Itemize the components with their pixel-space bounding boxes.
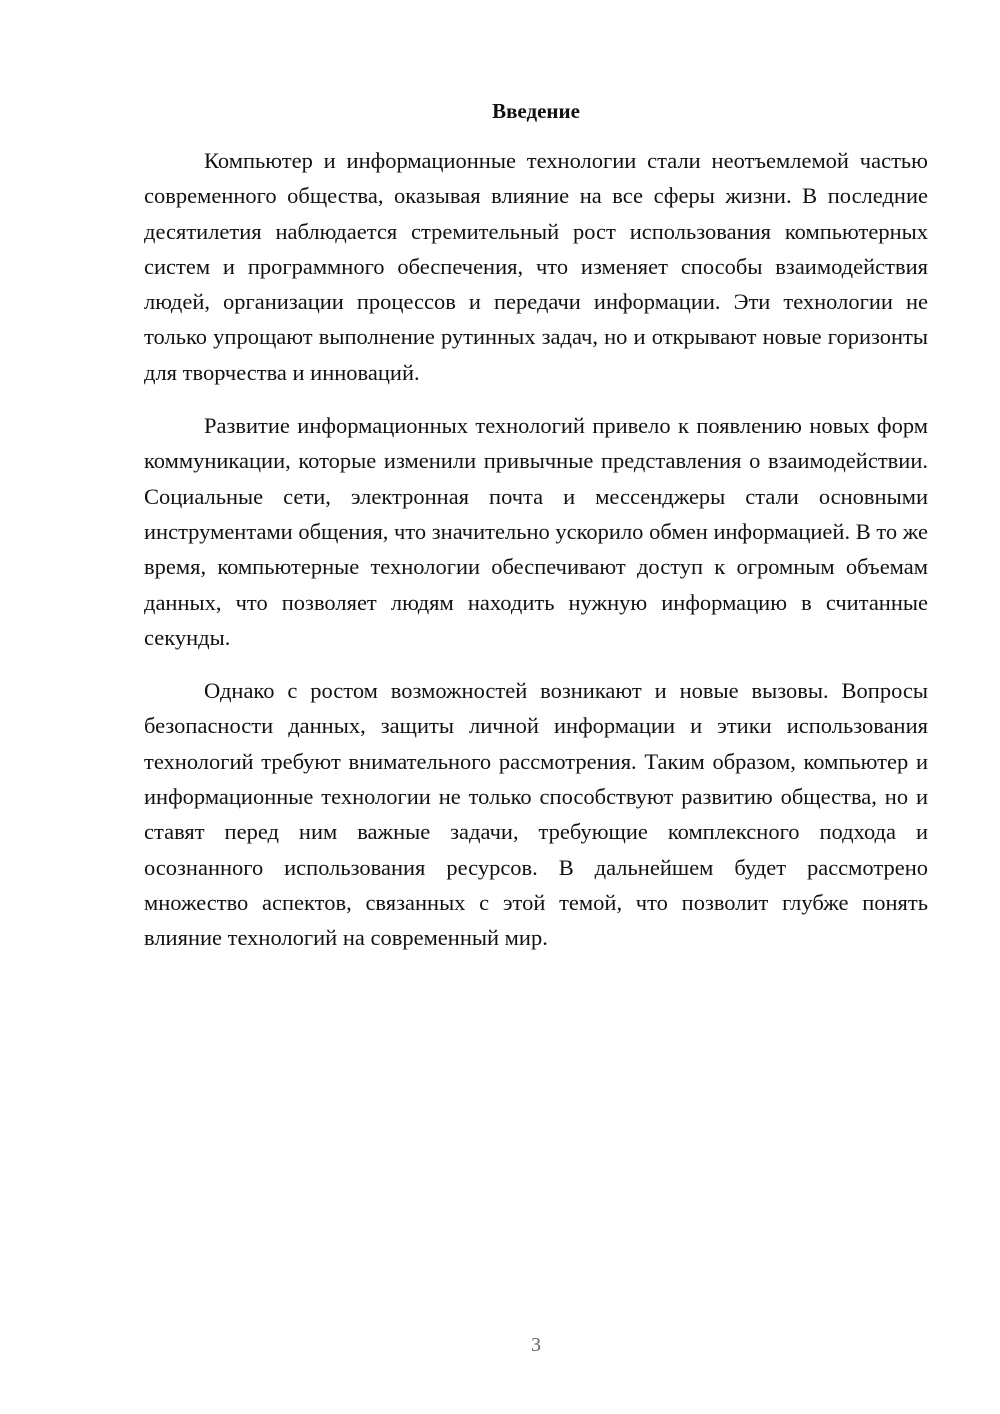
paragraph: Однако с ростом возможностей возникают и новые вызовы. Вопросы безопасности данных, защиты личной информации и этики использования технологий требуют внимательного рассмотрения. Таким образом, компьютер и информационные технологии не только способствуют развитию общества, но и ставят перед ним важные задачи, требующие комплексного подхода и осознанного использования ресурсов. В дальнейшем будет рассмотрено множество аспектов, связанных с этой темой, что позволит глубже понять влияние технологий на современный мир.: [144, 678, 928, 951]
paragraph: Развитие информационных технологий привело к появлению новых форм коммуникации, которые изменили привычные представления о взаимодействии. Социальные сети, электронная почта и мессенджеры стали основными инструментами общения, что значительно ускорило обмен информацией. В то же время, компьютерные технологии обеспечивают доступ к огромным объемам данных, что позволяет людям находить нужную информацию в считанные секунды.: [144, 413, 928, 650]
page-number: 3: [531, 1334, 541, 1356]
body-text: [144, 143, 928, 974]
section-heading: Введение: [492, 99, 580, 123]
paragraph: Компьютер и информационные технологии стали неотъемлемой частью современного общества, оказывая влияние на все сферы жизни. В последние десятилетия наблюдается стремительный рост использования компьютерных систем и программного обеспечения, что изменяет способы взаимодействия людей, организации процессов и передачи информации. Эти технологии не только упрощают выполнение рутинных задач, но и открывают новые горизонты для творчества и инноваций.: [144, 148, 928, 385]
